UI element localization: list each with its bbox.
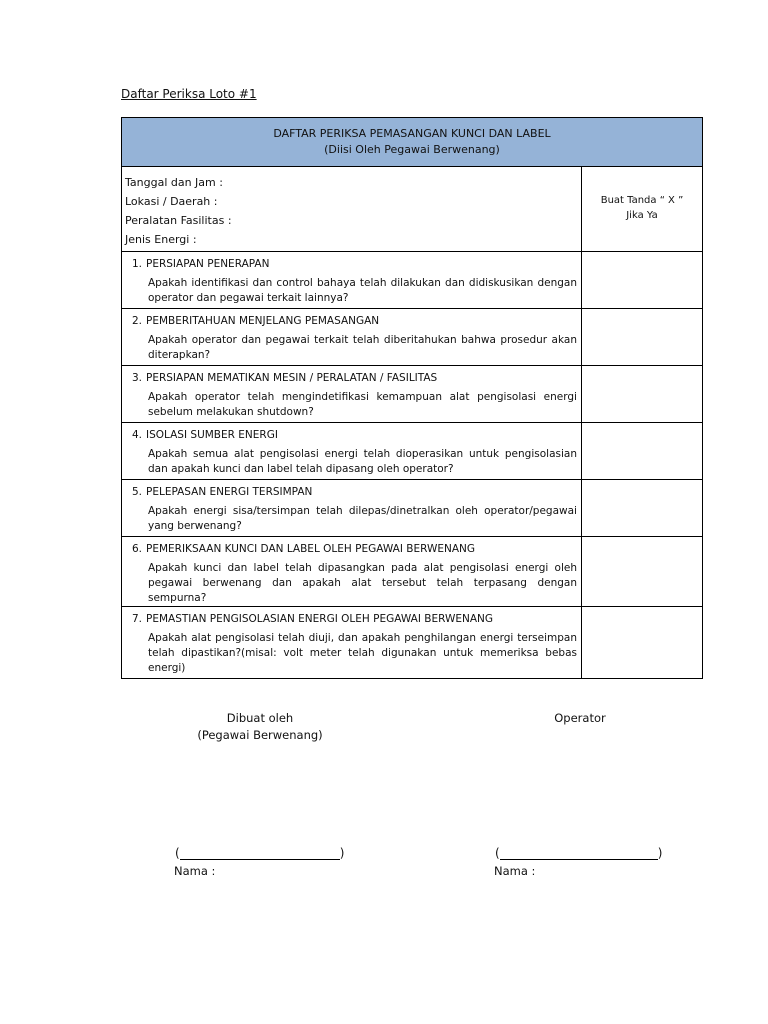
item-question: Apakah alat pengisolasi telah diuji, dan apakah penghilangan energi terseimpan telah dipastikan?(misal: volt meter telah digunakan untuk memeriksa bebas energi) (148, 632, 577, 674)
item-number: 6. (132, 543, 143, 555)
item-title: PEMBERITAHUAN MENJELANG PEMASANGAN (146, 315, 380, 327)
item-title: PELEPASAN ENERGI TERSIMPAN (146, 486, 313, 498)
item-title: PERSIAPAN MEMATIKAN MESIN / PERALATAN / FASILITAS (146, 372, 438, 384)
check-box-6[interactable] (581, 537, 702, 607)
document-title: Daftar Periksa Loto #1 (121, 87, 257, 101)
item-number: 4. (132, 429, 143, 441)
item-question: Apakah semua alat pengisolasi energi telah dioperasikan untuk pengisolasian dan apakah kunci dan label telah dipasang oleh operator? (148, 448, 577, 475)
item-number: 5. (132, 486, 143, 498)
checklist-item-4 (122, 423, 582, 480)
item-title: ISOLASI SUMBER ENERGI (146, 429, 278, 441)
name-label-left: Nama : (174, 864, 216, 878)
signature-block-left (190, 710, 330, 744)
item-number: 3. (132, 372, 143, 384)
checklist-item-7 (122, 607, 582, 679)
mark-instruction-line1: Buat Tanda “ X ” (600, 195, 684, 206)
check-box-4[interactable] (581, 423, 702, 480)
field-lokasi-daerah[interactable]: Lokasi / Daerah : (125, 195, 218, 208)
header-title: DAFTAR PERIKSA PEMASANGAN KUNCI DAN LABEL (273, 127, 551, 140)
field-jenis-energi[interactable]: Jenis Energi : (125, 233, 197, 246)
check-box-2[interactable] (581, 309, 702, 366)
mark-instruction-line2: Jika Ya (626, 210, 658, 221)
check-box-1[interactable] (581, 252, 702, 309)
item-title: PERSIAPAN PENERAPAN (146, 258, 270, 270)
item-question: Apakah kunci dan label telah dipasangkan pada alat pengisolasi energi oleh pegawai berwenang dan apakah alat tersebut telah terpasang dengan sempurna? (148, 562, 577, 604)
open-paren: ( (495, 846, 500, 860)
name-label-right: Nama : (494, 864, 536, 878)
item-question: Apakah operator telah mengindetifikasi kemampuan alat pengisolasi energi sebelum melakukan shutdown? (148, 391, 577, 418)
signature-line-right[interactable] (495, 846, 662, 860)
checklist-item-5 (122, 480, 582, 537)
signature-left-role: (Pegawai Berwenang) (197, 728, 323, 742)
mark-instruction-cell (581, 167, 702, 252)
check-box-7[interactable] (581, 607, 702, 679)
item-question: Apakah operator dan pegawai terkait telah diberitahukan bahwa prosedur akan diterapkan? (148, 334, 577, 361)
item-number: 7. (132, 613, 143, 625)
table-header (122, 118, 703, 167)
item-question: Apakah energi sisa/tersimpan telah dilepas/dinetralkan oleh operator/pegawai yang berwenang? (148, 505, 577, 532)
checklist-item-1 (122, 252, 582, 309)
item-question: Apakah identifikasi dan control bahaya telah dilakukan dan didiskusikan dengan operator dan pegawai terkait lainnya? (148, 277, 577, 304)
checklist-table (121, 117, 703, 679)
close-paren: ) (339, 846, 345, 860)
item-title: PEMERIKSAAN KUNCI DAN LABEL OLEH PEGAWAI BERWENANG (146, 543, 476, 555)
open-paren: ( (175, 846, 180, 860)
field-tanggal-jam[interactable]: Tanggal dan Jam : (125, 176, 223, 189)
check-box-5[interactable] (581, 480, 702, 537)
signature-line-left[interactable] (175, 846, 344, 860)
header-subtitle: (Diisi Oleh Pegawai Berwenang) (324, 143, 500, 156)
signature-right-label: Operator (554, 711, 606, 725)
signature-left-label: Dibuat oleh (226, 711, 294, 725)
item-number: 1. (132, 258, 143, 270)
check-box-3[interactable] (581, 366, 702, 423)
field-peralatan-fasilitas[interactable]: Peralatan Fasilitas : (125, 214, 232, 227)
checklist-item-6 (122, 537, 582, 607)
close-paren: ) (657, 846, 663, 860)
checklist-item-3 (122, 366, 582, 423)
info-fields-cell (122, 167, 582, 252)
checklist-item-2 (122, 309, 582, 366)
item-title: PEMASTIAN PENGISOLASIAN ENERGI OLEH PEGAWAI BERWENANG (146, 613, 494, 625)
item-number: 2. (132, 315, 143, 327)
